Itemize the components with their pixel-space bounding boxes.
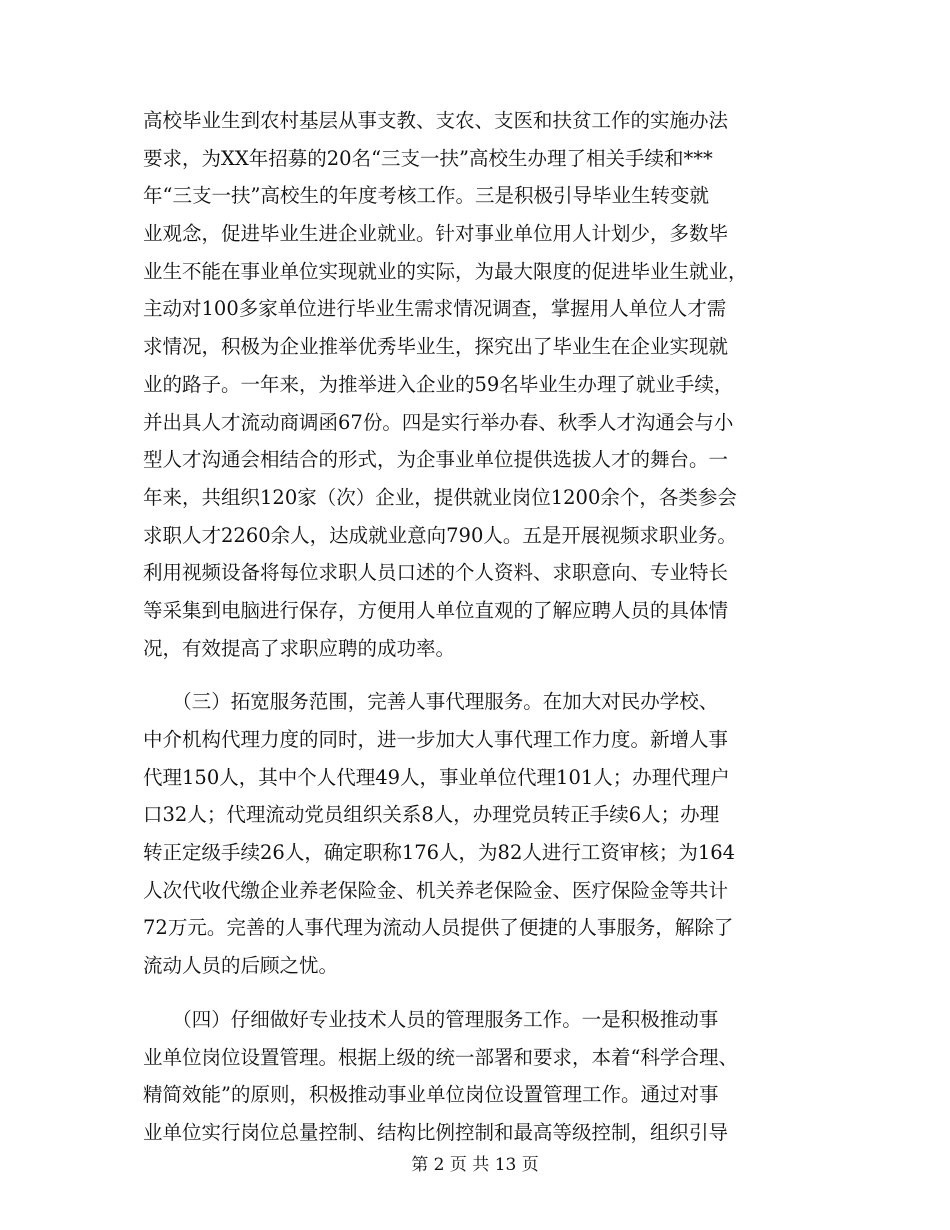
text-line: 要求，为XX年招募的20名“三支一扶”高校生办理了相关手续和*** [143,146,713,170]
text-line: 主动对100多家单位进行毕业生需求情况调查，掌握用人单位人才需 [143,297,727,321]
paragraph-1 [143,102,803,667]
text-line: 精简效能”的原则，积极推动事业单位岗位设置管理工作。通过对事 [143,1083,719,1107]
text-line: 年来，共组织120家（次）企业，提供就业岗位1200余个，各类参会 [143,485,737,509]
text-line: 代理150人，其中个人代理49人，事业单位代理101人；办理代理户 [143,765,730,789]
text-line: 口32人；代理流动党员组织关系8人，办理党员转正手续6人；办理 [143,803,720,827]
text-line: 流动人员的后顾之忧。 [143,954,339,978]
text-line: （三）拓宽服务范围，完善人事代理服务。在加大对民办学校、 [143,690,719,714]
text-line: 业观念，促进毕业生进企业就业。针对事业单位用人计划少，多数毕 [143,222,729,246]
page-number-footer: 第 2 页 共 13 页 [411,1155,539,1175]
body-text [143,102,803,1152]
text-line: 业单位实行岗位总量控制、结构比例控制和最高等级控制，组织引导 [143,1120,729,1144]
paragraph-spacing [143,667,803,683]
text-line: 中介机构代理力度的同时，进一步加大人事代理工作力度。新增人事 [143,728,729,751]
text-line: 业单位岗位设置管理。根据上级的统一部署和要求，本着“科学合理、 [143,1045,738,1069]
text-line: 业的路子。一年来，为推举进入企业的59名毕业生办理了就业手续， [143,372,734,396]
text-line: 况，有效提高了求职应聘的成功率。 [143,636,456,660]
text-line: 型人才沟通会相结合的形式，为企事业单位提供选拔人才的舞台。一 [143,448,729,472]
text-line: 转正定级手续26人，确定职称176人，为82人进行工资审核；为164 [143,841,736,865]
paragraph-2 [143,683,803,985]
text-line: （四）仔细做好专业技术人员的管理服务工作。一是积极推动事 [143,1007,719,1031]
text-line: 人次代收代缴企业养老保险金、机关养老保险金、医疗保险金等共计 [143,878,729,902]
text-line: 等采集到电脑进行保存，方便用人单位直观的了解应聘人员的具体情 [143,598,729,622]
text-line: 求情况，积极为企业推举优秀毕业生，探究出了毕业生在企业实现就 [143,335,729,359]
text-line: 求职人才2260余人，达成就业意向790人。五是开展视频求职业务。 [143,523,737,547]
paragraph-3 [143,1001,803,1152]
text-line: 并出具人才流动商调函67份。四是实行举办春、秋季人才沟通会与小 [143,410,734,434]
text-line: 72万元。完善的人事代理为流动人员提供了便捷的人事服务，解除了 [143,916,734,940]
text-line: 业生不能在事业单位实现就业的实际，为最大限度的促进毕业生就业， [143,259,748,283]
text-line: 利用视频设备将每位求职人员口述的个人资料、求职意向、专业特长 [143,561,729,585]
paragraph-spacing [143,985,803,1001]
text-line: 高校毕业生到农村基层从事支教、支农、支医和扶贫工作的实施办法 [143,109,729,132]
text-line: 年“三支一扶”高校生的年度考核工作。三是积极引导毕业生转变就 [143,184,709,208]
